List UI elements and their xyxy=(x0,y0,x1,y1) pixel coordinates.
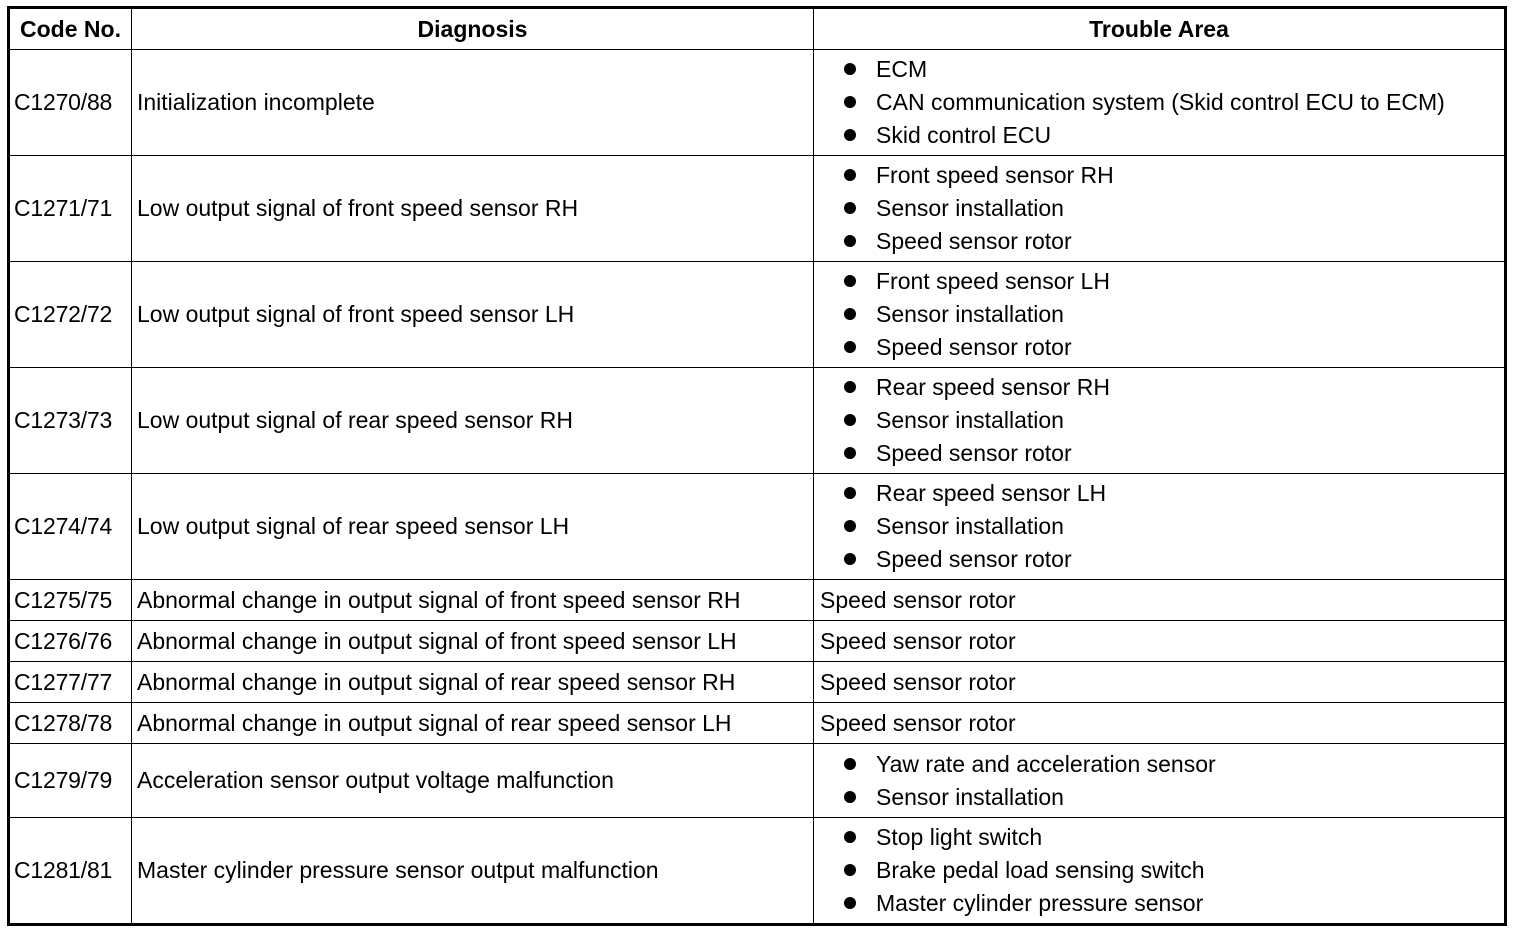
list-item: Sensor installation xyxy=(842,298,1504,331)
diagnosis-cell: Low output signal of rear speed sensor RH xyxy=(132,368,814,474)
code-cell: C1281/81 xyxy=(9,818,132,925)
diagnosis-cell: Abnormal change in output signal of rear speed sensor LH xyxy=(132,703,814,744)
trouble-area-cell xyxy=(814,818,1506,925)
trouble-area-list xyxy=(820,53,1504,152)
trouble-area-cell xyxy=(814,156,1506,262)
list-item: Rear speed sensor LH xyxy=(842,477,1504,510)
header-diagnosis: Diagnosis xyxy=(132,8,814,50)
list-item: Stop light switch xyxy=(842,821,1504,854)
trouble-area-cell: Speed sensor rotor xyxy=(814,662,1506,703)
header-row xyxy=(9,8,1506,50)
diagnostic-code-table xyxy=(7,6,1507,926)
diagnosis-cell: Abnormal change in output signal of rear speed sensor RH xyxy=(132,662,814,703)
header-trouble-area: Trouble Area xyxy=(814,8,1506,50)
list-item: Speed sensor rotor xyxy=(842,225,1504,258)
header-code-no: Code No. xyxy=(9,8,132,50)
trouble-area-list xyxy=(820,748,1504,814)
diagnosis-cell: Low output signal of front speed sensor LH xyxy=(132,262,814,368)
trouble-area-cell xyxy=(814,50,1506,156)
list-item: Speed sensor rotor xyxy=(842,437,1504,470)
table-row xyxy=(9,50,1506,156)
trouble-area-cell: Speed sensor rotor xyxy=(814,621,1506,662)
list-item: Master cylinder pressure sensor xyxy=(842,887,1504,920)
trouble-area-list xyxy=(820,821,1504,920)
code-cell: C1273/73 xyxy=(9,368,132,474)
list-item: Sensor installation xyxy=(842,404,1504,437)
trouble-area-list xyxy=(820,159,1504,258)
diagnosis-cell: Low output signal of front speed sensor RH xyxy=(132,156,814,262)
list-item: Speed sensor rotor xyxy=(842,543,1504,576)
trouble-area-cell xyxy=(814,474,1506,580)
table-row xyxy=(9,368,1506,474)
table-row xyxy=(9,474,1506,580)
table-row xyxy=(9,703,1506,744)
diagnosis-cell: Master cylinder pressure sensor output malfunction xyxy=(132,818,814,925)
trouble-area-list xyxy=(820,477,1504,576)
trouble-area-cell xyxy=(814,744,1506,818)
list-item: Sensor installation xyxy=(842,781,1504,814)
list-item: Brake pedal load sensing switch xyxy=(842,854,1504,887)
list-item: Rear speed sensor RH xyxy=(842,371,1504,404)
trouble-area-cell: Speed sensor rotor xyxy=(814,580,1506,621)
code-cell: C1276/76 xyxy=(9,621,132,662)
trouble-area-cell: Speed sensor rotor xyxy=(814,703,1506,744)
list-item: Sensor installation xyxy=(842,192,1504,225)
list-item: Skid control ECU xyxy=(842,119,1504,152)
table-row xyxy=(9,580,1506,621)
code-cell: C1270/88 xyxy=(9,50,132,156)
trouble-area-cell xyxy=(814,262,1506,368)
list-item: Sensor installation xyxy=(842,510,1504,543)
trouble-area-list xyxy=(820,265,1504,364)
list-item: Front speed sensor RH xyxy=(842,159,1504,192)
code-cell: C1279/79 xyxy=(9,744,132,818)
code-cell: C1272/72 xyxy=(9,262,132,368)
diagnosis-cell: Low output signal of rear speed sensor LH xyxy=(132,474,814,580)
table-row xyxy=(9,262,1506,368)
list-item: Front speed sensor LH xyxy=(842,265,1504,298)
code-cell: C1274/74 xyxy=(9,474,132,580)
diagnosis-cell: Abnormal change in output signal of front speed sensor LH xyxy=(132,621,814,662)
diagnosis-cell: Acceleration sensor output voltage malfunction xyxy=(132,744,814,818)
table-row xyxy=(9,156,1506,262)
code-cell: C1277/77 xyxy=(9,662,132,703)
trouble-area-cell xyxy=(814,368,1506,474)
code-cell: C1278/78 xyxy=(9,703,132,744)
table-row xyxy=(9,621,1506,662)
table-row xyxy=(9,818,1506,925)
diagnosis-cell: Initialization incomplete xyxy=(132,50,814,156)
list-item: Speed sensor rotor xyxy=(842,331,1504,364)
trouble-area-list xyxy=(820,371,1504,470)
diagnosis-cell: Abnormal change in output signal of front speed sensor RH xyxy=(132,580,814,621)
code-cell: C1275/75 xyxy=(9,580,132,621)
table-row xyxy=(9,662,1506,703)
code-cell: C1271/71 xyxy=(9,156,132,262)
list-item: Yaw rate and acceleration sensor xyxy=(842,748,1504,781)
list-item: CAN communication system (Skid control ECU to ECM) xyxy=(842,86,1504,119)
list-item: ECM xyxy=(842,53,1504,86)
table-row xyxy=(9,744,1506,818)
